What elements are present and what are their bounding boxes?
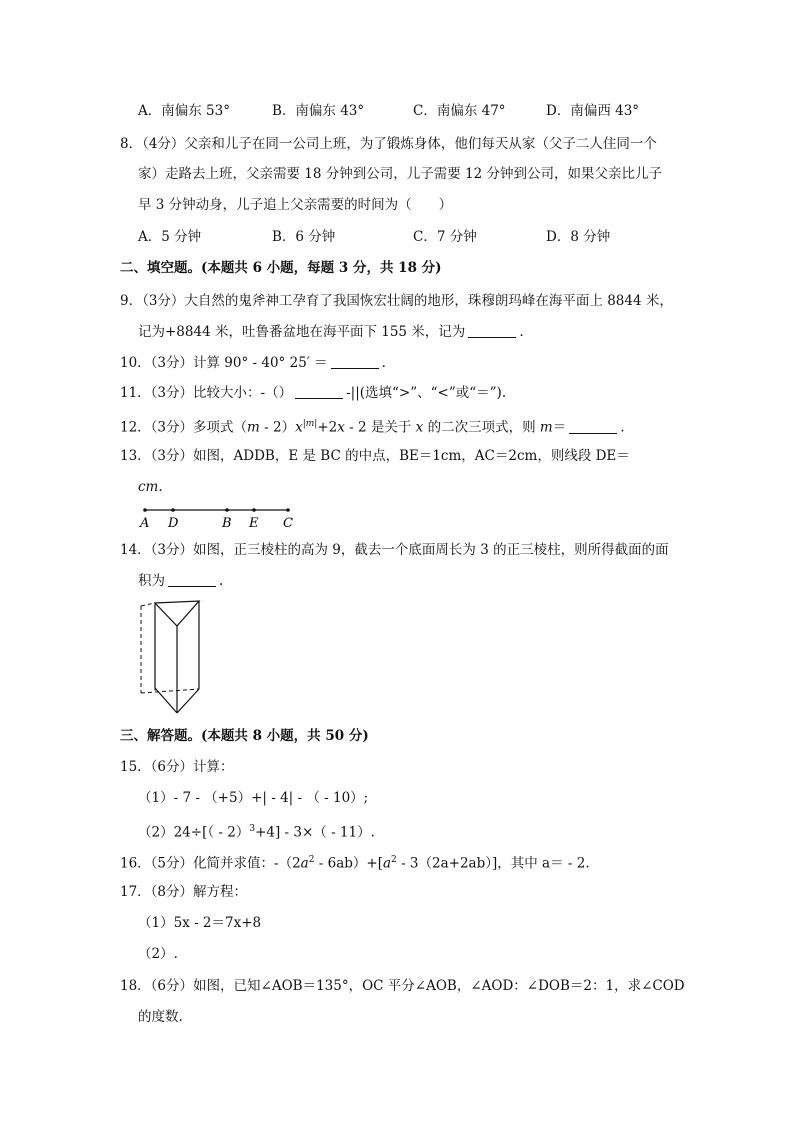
label-c: C	[283, 516, 293, 531]
section-3-title: 三、解答题。(本题共 8 小题，共 50 分)	[120, 728, 369, 744]
q12-text-d: - 2 是关于	[344, 419, 416, 436]
q15-part1: （1）- 7 - （+5）+| - 4| - （ - 10）;	[138, 790, 369, 806]
q15-part2-a: （2）24÷[（ - 2）	[138, 824, 250, 841]
q11	[120, 383, 506, 403]
q17-part2: （2）.	[138, 946, 178, 962]
q11-end: -||(选填“>”、“<”或“＝”).	[346, 385, 507, 401]
q10	[120, 353, 386, 373]
q9-line1: 9．（3分）大自然的鬼斧神工孕育了我国恢宏壮阔的地形，珠穆朗玛峰在海平面上 8844 米，	[120, 293, 673, 309]
point-a	[143, 508, 147, 512]
q16-exp1: 2	[308, 855, 315, 865]
prism-hidden-base	[141, 689, 199, 693]
q9-answer-blank[interactable]	[468, 323, 516, 338]
q15-part2-b: +4] - 3×（ - 11）.	[255, 824, 375, 841]
q14-text: 积为	[138, 573, 165, 589]
q18-line2: 的度数.	[138, 1009, 183, 1025]
q8-option-c: C．7 分钟	[413, 229, 477, 245]
q12	[120, 414, 625, 438]
q11-text: 11．（3分）比较大小：-（）	[120, 385, 293, 401]
q17-title: 17．（8分）解方程：	[120, 884, 248, 900]
q8-option-b: B．6 分钟	[272, 229, 336, 245]
q13-line1: 13．（3分）如图，ADDB，E 是 BC 的中点，BE＝1cm，AC＝2cm，则线段 DE＝	[120, 448, 630, 464]
q10-text: 10．（3分）计算 90° - 40° 25′ ＝	[120, 355, 328, 371]
q14-answer-blank[interactable]	[168, 572, 216, 587]
q8-option-a: A．5 分钟	[138, 229, 202, 245]
q13-segment-figure	[135, 500, 305, 532]
point-e	[252, 508, 256, 512]
prism-base-right	[177, 689, 199, 713]
q16-c: - 3（2a+2ab）]，其中 a＝ - 2.	[396, 855, 590, 872]
q14-end: .	[219, 573, 224, 589]
label-b: B	[222, 516, 232, 531]
section-2-title: 二、填空题。(本题共 6 小题，每题 3 分，共 18 分)	[120, 260, 442, 276]
prism-base-left	[155, 688, 177, 713]
q8-line3: 早 3 分钟动身，儿子追上父亲需要的时间为（ ）	[138, 197, 453, 213]
label-d: D	[168, 516, 179, 531]
q12-exponent: |m|	[302, 419, 318, 429]
q8-line2: 家）走路去上班，父亲需要 18 分钟到公司，儿子需要 12 分钟到公司，如果父亲比儿子	[138, 166, 663, 182]
q12-var-x3: x	[415, 419, 424, 436]
q7-option-a: A．南偏东 53°	[138, 103, 230, 119]
q16-b: - 6ab）+[	[314, 855, 383, 872]
q9-text: 记为+8844 米，吐鲁番盆地在海平面下 155 米，记为	[138, 324, 466, 340]
q16: 16．（5分）化简并求值：$-(2a^2 - 6ab)+[a^2 - 3(2a+2ab)]$，其中 a＝ - 2.	[120, 855, 590, 872]
point-d	[171, 508, 175, 512]
q10-end: .	[381, 355, 386, 371]
q11-answer-blank[interactable]	[295, 384, 343, 399]
q12-text-f: ＝	[552, 419, 567, 436]
q9-line2	[138, 322, 524, 342]
q12-var-x: x	[295, 419, 303, 436]
q12-text-a: 12．（3分）多项式（	[120, 419, 248, 436]
q7-option-c: C．南偏东 47°	[413, 103, 506, 119]
q13-line2: cm.	[138, 479, 163, 495]
q7-option-b: B．南偏东 43°	[272, 103, 365, 119]
q16-a: 16．（5分）化简并求值：-（2	[120, 855, 301, 872]
q14-line1: 14．（3分）如图，正三棱柱的高为 9，截去一个底面周长为 3 的正三棱柱，则所得截面的面	[120, 542, 669, 558]
point-c	[286, 508, 290, 512]
q8-line1: 8．（4分）父亲和儿子在同一公司上班，为了锻炼身体，他们每天从家（父子二人住同一个	[120, 136, 657, 152]
q12-var-m: m	[247, 419, 260, 436]
q10-answer-blank[interactable]	[331, 354, 379, 369]
label-e: E	[249, 516, 259, 531]
q15-part2	[138, 819, 375, 843]
q12-text-b: - 2）	[259, 419, 296, 436]
q18-line1: 18．（6分）如图，已知∠AOB＝135°，OC 平分∠AOB，∠AOD：∠DOB＝2：1，求∠COD	[120, 978, 685, 994]
q8-option-d: D．8 分钟	[546, 229, 611, 245]
q15-exponent: 3	[249, 824, 256, 834]
q12-var-m2: m	[539, 419, 553, 436]
q12-text-c: +2	[317, 419, 338, 436]
point-b	[225, 508, 229, 512]
q14-line2	[138, 571, 223, 591]
q12-text-e: 的二次三项式，则	[423, 419, 540, 436]
q12-end: .	[620, 419, 625, 436]
q9-end: .	[519, 324, 524, 340]
label-a: A	[140, 516, 150, 531]
q12-var-x2: x	[337, 419, 345, 436]
prism-hidden-edges	[141, 603, 155, 691]
prism-top-face	[155, 601, 199, 626]
q14-prism-figure	[133, 598, 213, 718]
q16-exp2: 2	[391, 855, 397, 865]
q15-title: 15．（6分）计算：	[120, 759, 234, 775]
q12-answer-blank[interactable]	[569, 419, 617, 434]
q7-option-d: D．南偏西 43°	[546, 103, 640, 119]
q17-part1: （1）5x - 2＝7x+8	[138, 915, 262, 931]
